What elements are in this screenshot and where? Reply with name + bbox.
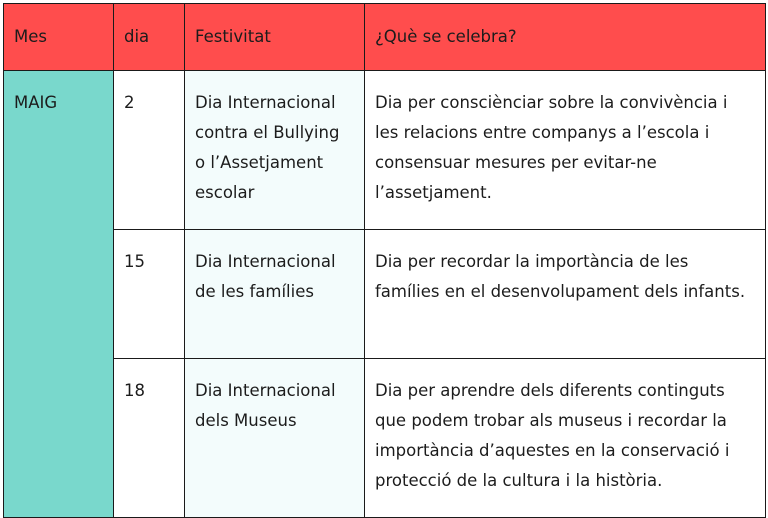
table-row [4,230,766,359]
festival-cell: Dia Internacional de les famílies [185,230,365,359]
header-festival: Festivitat [185,4,365,71]
day-cell: 18 [114,359,185,518]
day-cell: 15 [114,230,185,359]
table-row [4,359,766,518]
festival-cell: Dia Internacional contra el Bullying o l’Assetjament escolar [185,71,365,230]
festivals-table [3,3,766,518]
header-day: dia [114,4,185,71]
table-row [4,71,766,230]
description-cell: Dia per aprendre dels diferents continguts que podem trobar als museus i recordar la importància d’aquestes en la conservació i protecció de la cultura i la història. [365,359,766,518]
header-description: ¿Què se celebra? [365,4,766,71]
month-cell: MAIG [4,71,114,518]
header-month: Mes [4,4,114,71]
festival-cell: Dia Internacional dels Museus [185,359,365,518]
description-cell: Dia per consciènciar sobre la convivència i les relacions entre companys a l’escola i consensuar mesures per evitar-ne l’assetjament. [365,71,766,230]
description-cell: Dia per recordar la importància de les famílies en el desenvolupament dels infants. [365,230,766,359]
day-cell: 2 [114,71,185,230]
header-row [4,4,766,71]
